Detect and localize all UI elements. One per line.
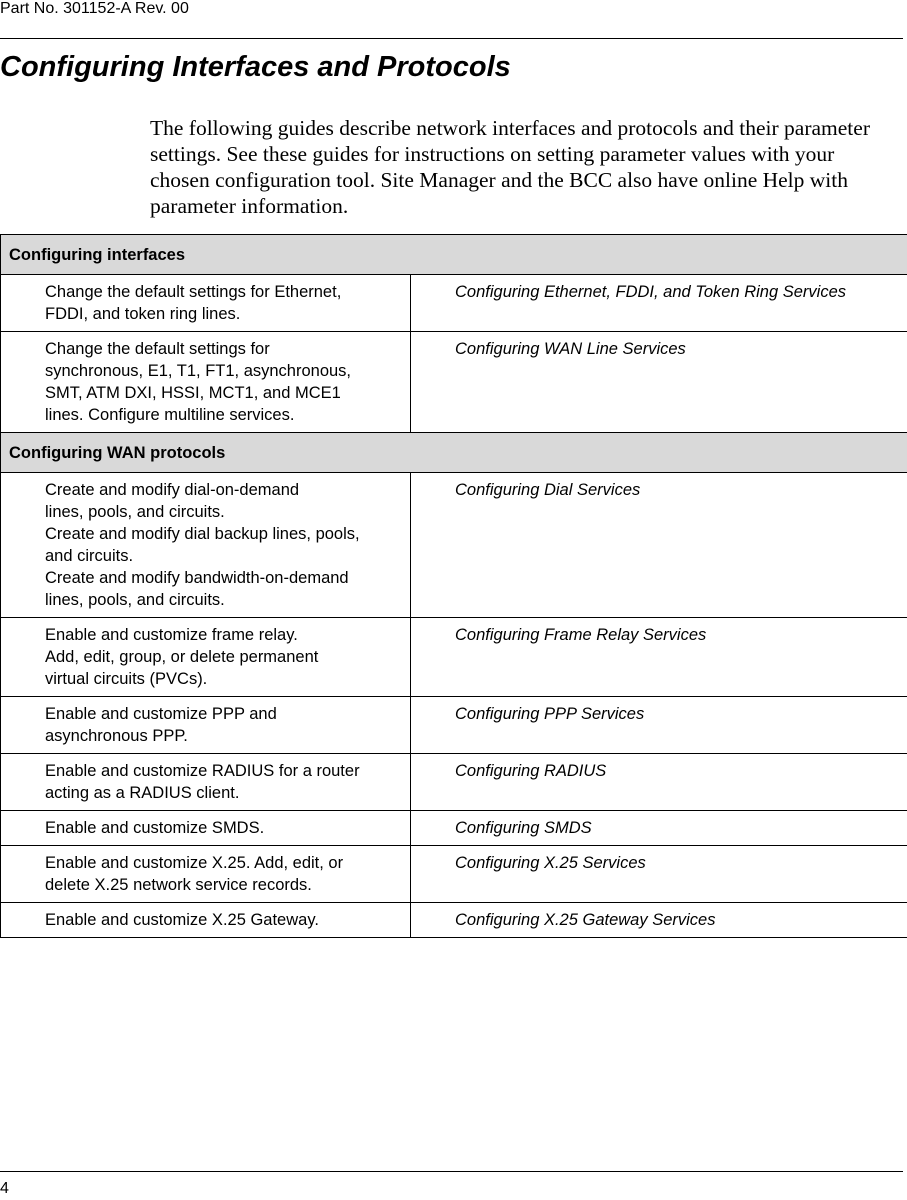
- table-row: [1, 846, 907, 903]
- task-line: virtual circuits (PVCs).: [45, 670, 208, 688]
- guide-title: Configuring PPP Services: [411, 697, 907, 754]
- header-rule: [0, 38, 903, 39]
- task-line: Create and modify dial-on-demand: [45, 481, 300, 499]
- table-row: [1, 473, 907, 618]
- section-row-wan-protocols: [1, 433, 907, 473]
- guide-title: Configuring RADIUS: [411, 754, 907, 811]
- task-line: Change the default settings for: [45, 340, 270, 358]
- table-row: [1, 332, 907, 433]
- section-row-interfaces: [1, 235, 907, 275]
- guide-title: Configuring SMDS: [411, 811, 907, 846]
- task-line: and circuits.: [45, 547, 134, 565]
- part-number: Part No. 301152-A Rev. 00: [0, 0, 189, 17]
- page-number: 4: [0, 1180, 9, 1197]
- task-line: Enable and customize PPP and: [45, 705, 277, 723]
- page-title: Configuring Interfaces and Protocols: [0, 51, 511, 83]
- table-row: [1, 618, 907, 697]
- task-cell: [1, 811, 411, 846]
- guide-title: Configuring Frame Relay Services: [411, 618, 907, 697]
- section-heading: Configuring interfaces: [1, 235, 907, 275]
- table-row: [1, 754, 907, 811]
- table-row: [1, 903, 907, 938]
- footer-rule: [0, 1171, 903, 1172]
- task-line: lines. Configure multiline services.: [45, 406, 295, 424]
- table-row: [1, 697, 907, 754]
- task-cell: [1, 903, 411, 938]
- guides-table: [0, 234, 907, 938]
- task-line: SMT, ATM DXI, HSSI, MCT1, and MCE1: [45, 384, 341, 402]
- task-line: Create and modify dial backup lines, pools,: [45, 525, 360, 543]
- task-line: Enable and customize X.25. Add, edit, or: [45, 854, 344, 872]
- task-line: lines, pools, and circuits.: [45, 503, 225, 521]
- task-line: Enable and customize X.25 Gateway.: [45, 911, 319, 929]
- task-cell: [1, 473, 411, 618]
- task-cell: [1, 846, 411, 903]
- table-row: [1, 811, 907, 846]
- task-line: acting as a RADIUS client.: [45, 784, 240, 802]
- task-line: Create and modify bandwidth-on-demand: [45, 569, 349, 587]
- task-line: FDDI, and token ring lines.: [45, 305, 241, 323]
- task-line: Change the default settings for Ethernet,: [45, 283, 342, 301]
- task-line: lines, pools, and circuits.: [45, 591, 225, 609]
- task-line: Add, edit, group, or delete permanent: [45, 648, 319, 666]
- guide-title: Configuring Ethernet, FDDI, and Token Ring Services: [411, 275, 907, 332]
- task-line: asynchronous PPP.: [45, 727, 188, 745]
- guide-title: Configuring X.25 Gateway Services: [411, 903, 907, 938]
- task-line: Enable and customize frame relay.: [45, 626, 298, 644]
- task-cell: [1, 275, 411, 332]
- guide-title: Configuring X.25 Services: [411, 846, 907, 903]
- section-heading: Configuring WAN protocols: [1, 433, 907, 473]
- guide-title: Configuring WAN Line Services: [411, 332, 907, 433]
- task-line: synchronous, E1, T1, FT1, asynchronous,: [45, 362, 352, 380]
- task-line: delete X.25 network service records.: [45, 876, 312, 894]
- task-cell: [1, 697, 411, 754]
- task-line: Enable and customize RADIUS for a router: [45, 762, 360, 780]
- task-line: Enable and customize SMDS.: [45, 819, 265, 837]
- task-cell: [1, 754, 411, 811]
- guide-title: Configuring Dial Services: [411, 473, 907, 618]
- table-row: [1, 275, 907, 332]
- task-cell: [1, 618, 411, 697]
- task-cell: [1, 332, 411, 433]
- intro-paragraph: The following guides describe network interfaces and protocols and their parameter settings. See these guides for instructions on setting parameter values with your chosen configuration tool. Site Manager and the BCC also have online Help with parameter information.: [150, 116, 870, 218]
